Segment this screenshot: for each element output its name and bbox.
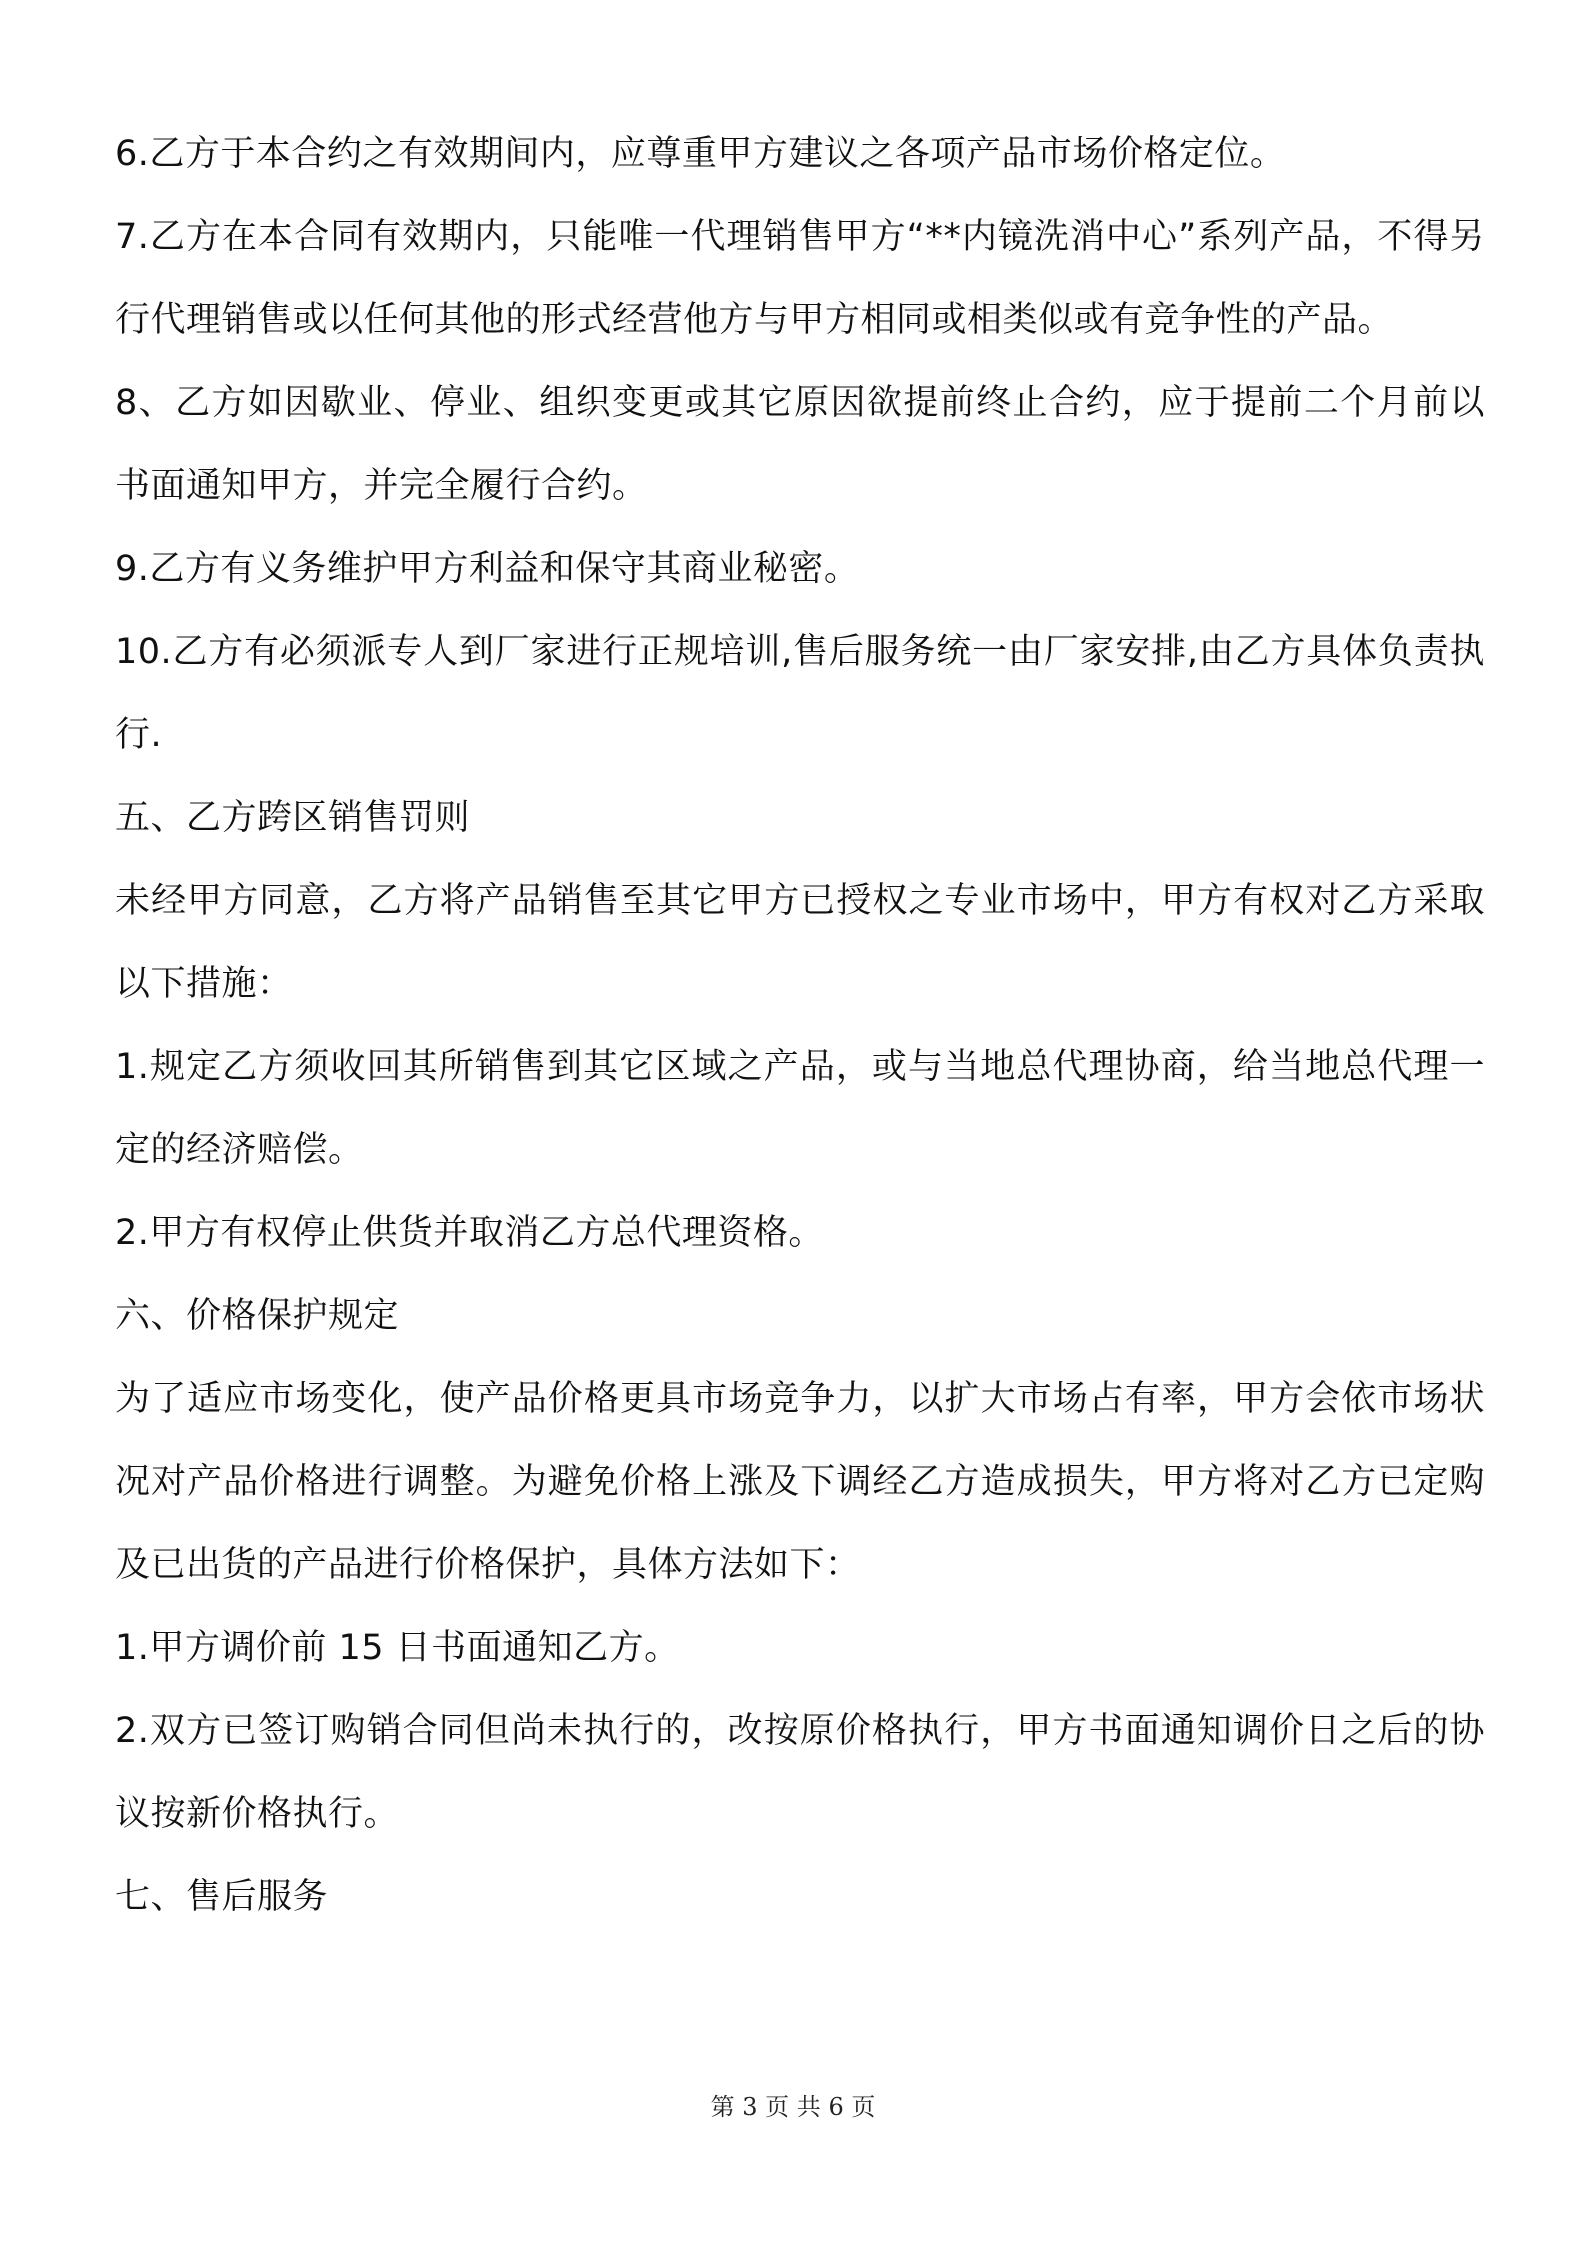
page-number-footer: 第 3 页 共 6 页 — [710, 2093, 876, 2121]
clause-10: 10.乙方有必须派专人到厂家进行正规培训,售后服务统一由厂家安排,由乙方具体负责执行. — [115, 632, 1485, 755]
section-6-intro: 为了适应市场变化，使产品价格更具市场竞争力，以扩大市场占有率，甲方会依市场状况对产品价格进行调整。为避免价格上涨及下调经乙方造成损失，甲方将对乙方已定购及已出货的产品进行价格保护，具体方法如下： — [115, 1379, 1485, 1585]
clause-9: 9.乙方有义务维护甲方利益和保守其商业秘密。 — [115, 549, 860, 589]
clause-6: 6.乙方于本合约之有效期间内，应尊重甲方建议之各项产品市场价格定位。 — [115, 134, 1286, 174]
section-5-item-1: 1.规定乙方须收回其所销售到其它区域之产品，或与当地总代理协商，给当地总代理一定的经济赔偿。 — [115, 1047, 1485, 1170]
clause-7: 7.乙方在本合同有效期内，只能唯一代理销售甲方“**内镜洗消中心”系列产品，不得另行代理销售或以任何其他的形式经营他方与甲方相同或相类似或有竞争性的产品。 — [115, 217, 1485, 340]
section-5-item-2: 2.甲方有权停止供货并取消乙方总代理资格。 — [115, 1213, 824, 1253]
section-6-item-2: 2.双方已签订购销合同但尚未执行的，改按原价格执行，甲方书面通知调价日之后的协议按新价格执行。 — [115, 1711, 1485, 1834]
section-heading-5: 五、乙方跨区销售罚则 — [115, 798, 471, 838]
section-heading-7: 七、售后服务 — [115, 1877, 329, 1917]
clause-8: 8、乙方如因歇业、停业、组织变更或其它原因欲提前终止合约，应于提前二个月前以书面通知甲方，并完全履行合约。 — [115, 383, 1485, 506]
section-6-item-1: 1.甲方调价前 15 日书面通知乙方。 — [115, 1628, 680, 1668]
section-heading-6: 六、价格保护规定 — [115, 1296, 400, 1336]
document-body — [115, 113, 1485, 1939]
section-5-intro: 未经甲方同意，乙方将产品销售至其它甲方已授权之专业市场中，甲方有权对乙方采取以下措施： — [115, 881, 1485, 1004]
